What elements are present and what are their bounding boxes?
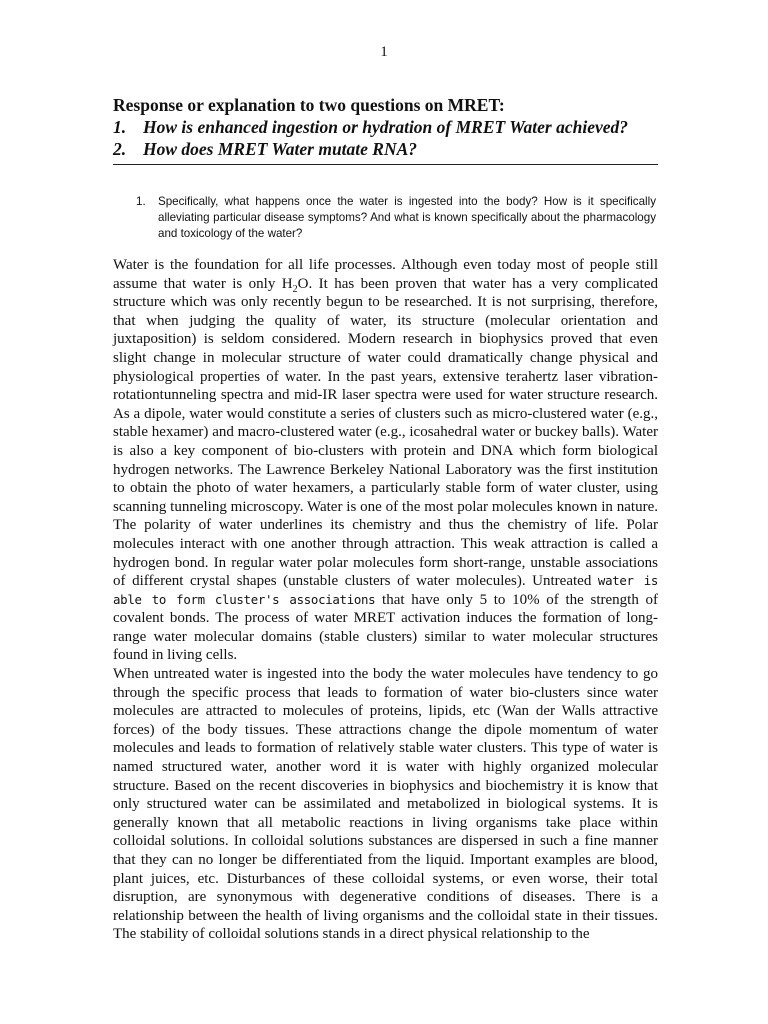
paragraph-1-part-2: O. It has been proven that water has a very complicated structure which was only recently begun to be researched. It is not surprising, therefore, that when judging the quality of water, its structure (molecular orientation and juxtaposition) is seldom considered. Modern research in biophysics proved that even slight change in molecular structure of water could dramatically change physical and physiological properties of water. In the past years, extensive terahertz laser vibration-rotationtunneling spectra and mid-IR laser spectra were used for water structure research. As a dipole, water would constitute a series of clusters such as micro-clustered water (e.g., stable hexamer) and macro-clustered water (e.g., icosahedral water or buckey balls). Water is also a key component of bio-clusters with protein and DNA which form biological hydrogen networks. The Lawrence Berkeley National Laboratory was the first institution to obtain the photo of water hexamers, a particularly stable form of water cluster, using scanning tunneling microscopy. Water is one of the most polar molecules known in nature. The polarity of water underlines its chemistry and thus the chemistry of life. Polar molecules interact with one another through attraction. This weak attraction is called a hydrogen bond. In regular water polar molecules form short-range, unstable associations of different crystal shapes (unstable clusters of water molecules). Untreated: [113, 275, 658, 590]
body-paragraph-2: When untreated water is ingested into the body the water molecules have tendency to go through the specific process that leads to formation of water bio-clusters since water molecules are attracted to molecules of proteins, lipids, etc (Wan der Walls attractive forces) of the body tissues. These attractions change the dipole momentum of water molecules and leads to formation of relatively stable water clusters. This type of water is named structured water, another word it is water with highly organized molecular structure. Based on the recent discoveries in biophysics and biochemistry it is know that only structured water can be assimilated and metabolized in biological systems. It is generally known that all metabolic reactions in living organisms take place within colloidal solutions. In colloidal solutions substances are dispersed in such a fine manner that they can no longer be differentiated from the liquid. Important examples are blood, plant juices, etc. Disturbances of these colloidal systems, or even worse, their total disruption, are synonymous with degenerative conditions of diseases. There is a relationship between the health of living organisms and the colloidal state in their tissues. The stability of colloidal solutions stands in a direct physical relationship to the: [113, 666, 658, 943]
question-2-number: 2.: [113, 139, 127, 159]
paragraph-1-mono-text: water is able to form cluster's associations: [113, 573, 659, 607]
paragraph-1-part-1: Water is the foundation for all life processes. Although even today most of people still assume that water is only H: [113, 257, 658, 292]
body-text: [113, 256, 658, 944]
document-header: [113, 94, 658, 165]
question-1-number: 1.: [113, 117, 127, 137]
question-1: [113, 116, 658, 138]
sub-question-text: Specifically, what happens once the water is ingested into the body? How is it specifically alleviating particular disease symptoms? And what is known specifically about the pharmacology and toxicology of the water?: [158, 195, 656, 240]
paragraph-1-part-3: that have only 5 to 10% of the strength of covalent bonds. The process of water MRET activation induces the formation of long-range water molecular domains (stable clusters) similar to water molecular structures found in living cells.: [113, 591, 658, 664]
sub-question: [136, 194, 656, 242]
question-2-text: How does MRET Water mutate RNA?: [143, 139, 418, 159]
question-1-text: How is enhanced ingestion or hydration of MRET Water achieved?: [143, 117, 629, 137]
h2o-subscript: 2: [292, 283, 298, 295]
question-2: [113, 138, 658, 160]
document-title: Response or explanation to two questions on MRET:: [113, 95, 505, 115]
body-paragraph-1: [113, 256, 658, 665]
sub-question-number: 1.: [136, 195, 146, 208]
header-divider: [113, 164, 658, 165]
page-number: 1: [380, 44, 388, 60]
